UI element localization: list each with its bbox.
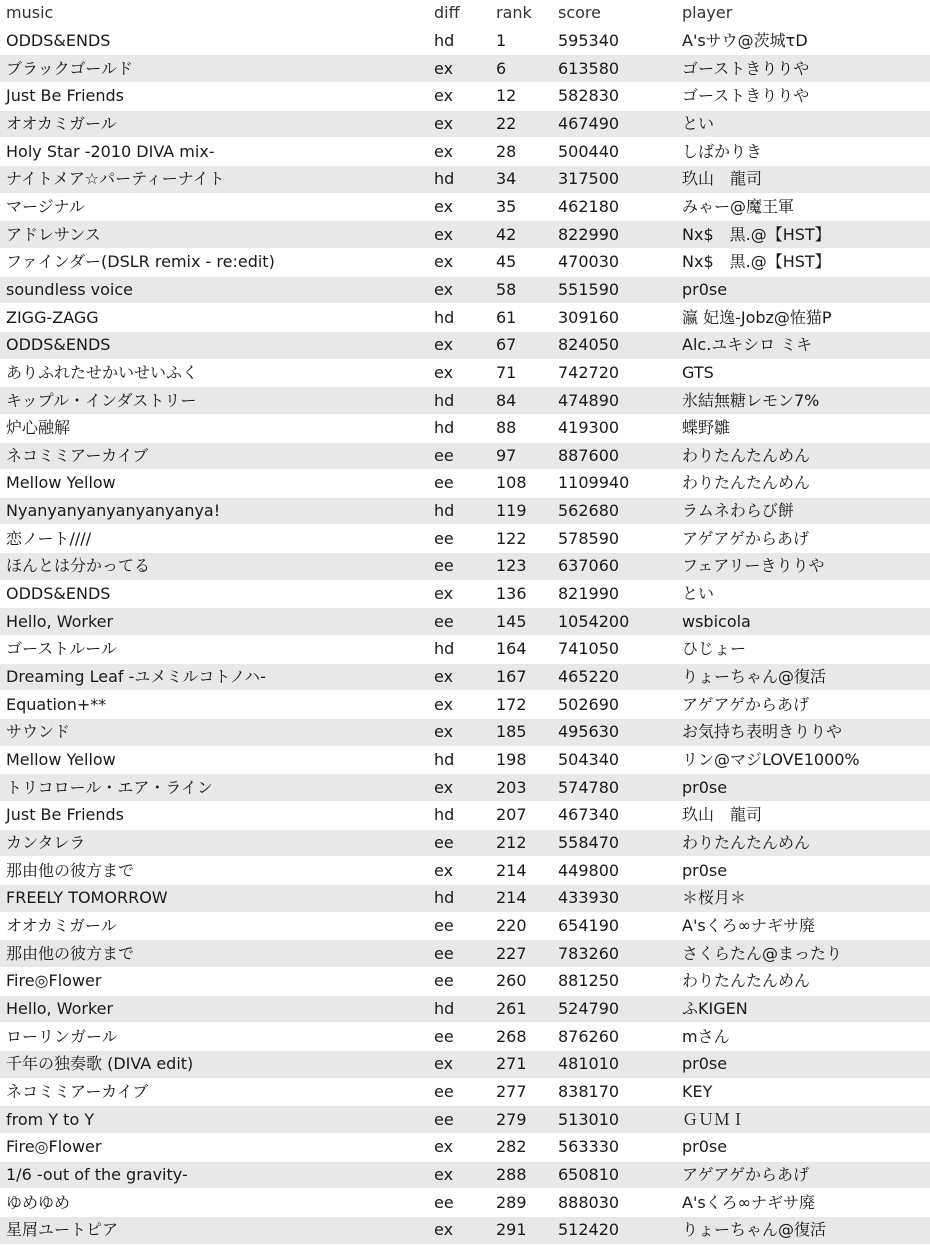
cell-music: Holy Star -2010 DIVA mix- xyxy=(0,138,428,166)
cell-music: FREELY TOMORROW xyxy=(0,885,428,913)
cell-player: しばかりき xyxy=(676,138,930,166)
cell-player: 玖山 龍司 xyxy=(676,802,930,830)
cell-diff: ee xyxy=(428,525,490,553)
table-row xyxy=(0,1078,930,1106)
cell-player: ふKIGEN xyxy=(676,995,930,1023)
header-rank: rank xyxy=(490,0,552,27)
cell-score: 838170 xyxy=(552,1078,676,1106)
cell-diff: ee xyxy=(428,553,490,581)
cell-music: オオカミガール xyxy=(0,110,428,138)
cell-player: 玖山 龍司 xyxy=(676,165,930,193)
cell-score: 462180 xyxy=(552,193,676,221)
table-row xyxy=(0,442,930,470)
table-row xyxy=(0,110,930,138)
table-row xyxy=(0,138,930,166)
cell-rank: 123 xyxy=(490,553,552,581)
cell-rank: 288 xyxy=(490,1161,552,1189)
cell-score: 574780 xyxy=(552,774,676,802)
table-row xyxy=(0,857,930,885)
cell-diff: ee xyxy=(428,1189,490,1217)
cell-rank: 220 xyxy=(490,912,552,940)
cell-score: 495630 xyxy=(552,719,676,747)
cell-music: ローリンガール xyxy=(0,1023,428,1051)
cell-score: 467340 xyxy=(552,802,676,830)
cell-player: A'sくろ∞ナギサ廃 xyxy=(676,1189,930,1217)
cell-player: Nx$ 黒.@【HST】 xyxy=(676,248,930,276)
cell-score: 512420 xyxy=(552,1216,676,1244)
cell-score: 433930 xyxy=(552,885,676,913)
cell-player: pr0se xyxy=(676,857,930,885)
cell-rank: 88 xyxy=(490,414,552,442)
cell-rank: 119 xyxy=(490,497,552,525)
cell-player: とい xyxy=(676,110,930,138)
table-row xyxy=(0,940,930,968)
cell-diff: ex xyxy=(428,1161,490,1189)
table-row xyxy=(0,1189,930,1217)
cell-score: 474890 xyxy=(552,387,676,415)
cell-music: ゴーストルール xyxy=(0,636,428,664)
cell-diff: ee xyxy=(428,1106,490,1134)
table-row xyxy=(0,525,930,553)
cell-diff: ex xyxy=(428,193,490,221)
cell-diff: ex xyxy=(428,138,490,166)
cell-player: アゲアゲからあげ xyxy=(676,1161,930,1189)
cell-rank: 260 xyxy=(490,967,552,995)
cell-diff: ee xyxy=(428,1023,490,1051)
cell-music: Equation+** xyxy=(0,691,428,719)
cell-score: 558470 xyxy=(552,829,676,857)
cell-score: 551590 xyxy=(552,276,676,304)
cell-diff: ex xyxy=(428,331,490,359)
cell-rank: 271 xyxy=(490,1050,552,1078)
cell-music: soundless voice xyxy=(0,276,428,304)
table-row xyxy=(0,470,930,498)
table-row xyxy=(0,221,930,249)
cell-music: Just Be Friends xyxy=(0,82,428,110)
cell-music: 那由他の彼方まで xyxy=(0,940,428,968)
cell-rank: 34 xyxy=(490,165,552,193)
cell-music: ファインダー(DSLR remix - re:edit) xyxy=(0,248,428,276)
cell-score: 504340 xyxy=(552,746,676,774)
cell-player: りょーちゃん@復活 xyxy=(676,663,930,691)
cell-music: Hello, Worker xyxy=(0,608,428,636)
cell-diff: hd xyxy=(428,995,490,1023)
cell-music: ODDS&ENDS xyxy=(0,27,428,55)
table-row xyxy=(0,248,930,276)
cell-rank: 282 xyxy=(490,1133,552,1161)
cell-rank: 1 xyxy=(490,27,552,55)
cell-diff: ex xyxy=(428,857,490,885)
cell-diff: hd xyxy=(428,885,490,913)
table-row xyxy=(0,636,930,664)
cell-player: みゃー@魔王軍 xyxy=(676,193,930,221)
table-row xyxy=(0,304,930,332)
table-row xyxy=(0,1023,930,1051)
cell-rank: 71 xyxy=(490,359,552,387)
cell-rank: 122 xyxy=(490,525,552,553)
cell-player: とい xyxy=(676,580,930,608)
cell-music: サウンド xyxy=(0,719,428,747)
cell-diff: ee xyxy=(428,1078,490,1106)
cell-music: from Y to Y xyxy=(0,1106,428,1134)
table-row xyxy=(0,1050,930,1078)
cell-music: マージナル xyxy=(0,193,428,221)
cell-player: pr0se xyxy=(676,1050,930,1078)
table-row xyxy=(0,691,930,719)
cell-score: 881250 xyxy=(552,967,676,995)
table-row xyxy=(0,276,930,304)
table-row xyxy=(0,746,930,774)
cell-rank: 108 xyxy=(490,470,552,498)
cell-player: わりたんたんめん xyxy=(676,442,930,470)
cell-player: ゴーストきりりや xyxy=(676,55,930,83)
table-row xyxy=(0,912,930,940)
cell-score: 637060 xyxy=(552,553,676,581)
cell-music: オオカミガール xyxy=(0,912,428,940)
header-score: score xyxy=(552,0,676,27)
cell-rank: 136 xyxy=(490,580,552,608)
cell-player: Nx$ 黒.@【HST】 xyxy=(676,221,930,249)
cell-player: ひじょー xyxy=(676,636,930,664)
table-row xyxy=(0,497,930,525)
table-row xyxy=(0,1106,930,1134)
cell-score: 578590 xyxy=(552,525,676,553)
cell-rank: 214 xyxy=(490,885,552,913)
cell-diff: ex xyxy=(428,248,490,276)
cell-player: mさん xyxy=(676,1023,930,1051)
cell-player: わりたんたんめん xyxy=(676,967,930,995)
table-row xyxy=(0,193,930,221)
header-row xyxy=(0,0,930,27)
table-row xyxy=(0,82,930,110)
cell-rank: 6 xyxy=(490,55,552,83)
table-row xyxy=(0,995,930,1023)
table-row xyxy=(0,885,930,913)
cell-diff: ex xyxy=(428,1216,490,1244)
cell-player: さくらたん@まったり xyxy=(676,940,930,968)
cell-music: 星屑ユートピア xyxy=(0,1216,428,1244)
table-row xyxy=(0,1161,930,1189)
cell-music: カンタレラ xyxy=(0,829,428,857)
table-row xyxy=(0,165,930,193)
cell-rank: 67 xyxy=(490,331,552,359)
table-row xyxy=(0,27,930,55)
cell-diff: hd xyxy=(428,387,490,415)
cell-music: ほんとは分かってる xyxy=(0,553,428,581)
cell-music: ネコミミアーカイブ xyxy=(0,1078,428,1106)
cell-score: 502690 xyxy=(552,691,676,719)
cell-diff: ex xyxy=(428,82,490,110)
cell-diff: ex xyxy=(428,1050,490,1078)
cell-player: ラムネわらび餅 xyxy=(676,497,930,525)
table-row xyxy=(0,774,930,802)
table-row xyxy=(0,663,930,691)
cell-rank: 172 xyxy=(490,691,552,719)
cell-player: KEY xyxy=(676,1078,930,1106)
cell-music: ありふれたせかいせいふく xyxy=(0,359,428,387)
cell-music: Fire◎Flower xyxy=(0,1133,428,1161)
cell-rank: 12 xyxy=(490,82,552,110)
cell-player: わりたんたんめん xyxy=(676,829,930,857)
cell-diff: ex xyxy=(428,691,490,719)
cell-player: Alc.ユキシロ ミキ xyxy=(676,331,930,359)
cell-music: 那由他の彼方まで xyxy=(0,857,428,885)
cell-rank: 164 xyxy=(490,636,552,664)
cell-rank: 167 xyxy=(490,663,552,691)
cell-music: Fire◎Flower xyxy=(0,967,428,995)
cell-score: 563330 xyxy=(552,1133,676,1161)
cell-diff: hd xyxy=(428,802,490,830)
table-row xyxy=(0,719,930,747)
table-row xyxy=(0,802,930,830)
cell-rank: 291 xyxy=(490,1216,552,1244)
cell-rank: 35 xyxy=(490,193,552,221)
cell-diff: ee xyxy=(428,442,490,470)
cell-rank: 61 xyxy=(490,304,552,332)
cell-player: アゲアゲからあげ xyxy=(676,691,930,719)
cell-music: 千年の独奏歌 (DIVA edit) xyxy=(0,1050,428,1078)
cell-diff: ee xyxy=(428,470,490,498)
cell-player: ＧＵＭＩ xyxy=(676,1106,930,1134)
cell-diff: hd xyxy=(428,497,490,525)
cell-music: 恋ノート//// xyxy=(0,525,428,553)
cell-player: pr0se xyxy=(676,276,930,304)
cell-player: A'sサウ@茨城τD xyxy=(676,27,930,55)
cell-music: Just Be Friends xyxy=(0,802,428,830)
table-row xyxy=(0,1216,930,1244)
cell-player: フェアリーきりりや xyxy=(676,553,930,581)
table-body xyxy=(0,27,930,1244)
cell-diff: ex xyxy=(428,55,490,83)
cell-player: 氷結無糖レモン7% xyxy=(676,387,930,415)
cell-player: GTS xyxy=(676,359,930,387)
cell-player: りょーちゃん@復活 xyxy=(676,1216,930,1244)
table-row xyxy=(0,553,930,581)
cell-rank: 214 xyxy=(490,857,552,885)
cell-rank: 84 xyxy=(490,387,552,415)
cell-music: 1/6 -out of the gravity- xyxy=(0,1161,428,1189)
cell-diff: ee xyxy=(428,608,490,636)
cell-score: 654190 xyxy=(552,912,676,940)
cell-music: Dreaming Leaf -ユメミルコトノハ- xyxy=(0,663,428,691)
cell-score: 1054200 xyxy=(552,608,676,636)
cell-score: 449800 xyxy=(552,857,676,885)
cell-rank: 145 xyxy=(490,608,552,636)
cell-music: トリコロール・エア・ライン xyxy=(0,774,428,802)
cell-player: お気持ち表明きりりや xyxy=(676,719,930,747)
cell-score: 650810 xyxy=(552,1161,676,1189)
cell-player: わりたんたんめん xyxy=(676,470,930,498)
cell-score: 309160 xyxy=(552,304,676,332)
table-row xyxy=(0,967,930,995)
cell-score: 876260 xyxy=(552,1023,676,1051)
cell-music: ナイトメア☆パーティーナイト xyxy=(0,165,428,193)
cell-rank: 185 xyxy=(490,719,552,747)
cell-rank: 207 xyxy=(490,802,552,830)
cell-music: Mellow Yellow xyxy=(0,746,428,774)
cell-score: 613580 xyxy=(552,55,676,83)
cell-score: 317500 xyxy=(552,165,676,193)
cell-diff: hd xyxy=(428,414,490,442)
cell-score: 562680 xyxy=(552,497,676,525)
cell-rank: 279 xyxy=(490,1106,552,1134)
header-diff: diff xyxy=(428,0,490,27)
cell-diff: hd xyxy=(428,165,490,193)
cell-music: ODDS&ENDS xyxy=(0,331,428,359)
cell-music: ゆめゆめ xyxy=(0,1189,428,1217)
cell-diff: ex xyxy=(428,663,490,691)
cell-score: 524790 xyxy=(552,995,676,1023)
cell-score: 888030 xyxy=(552,1189,676,1217)
cell-rank: 261 xyxy=(490,995,552,1023)
cell-player: ゴーストきりりや xyxy=(676,82,930,110)
cell-score: 467490 xyxy=(552,110,676,138)
cell-rank: 45 xyxy=(490,248,552,276)
cell-score: 821990 xyxy=(552,580,676,608)
cell-score: 887600 xyxy=(552,442,676,470)
cell-diff: hd xyxy=(428,636,490,664)
cell-diff: hd xyxy=(428,304,490,332)
table-row xyxy=(0,414,930,442)
cell-player: wsbicola xyxy=(676,608,930,636)
cell-player: リン@マジLOVE1000% xyxy=(676,746,930,774)
cell-player: pr0se xyxy=(676,774,930,802)
cell-score: 465220 xyxy=(552,663,676,691)
cell-score: 582830 xyxy=(552,82,676,110)
cell-score: 595340 xyxy=(552,27,676,55)
table-row xyxy=(0,829,930,857)
cell-diff: hd xyxy=(428,746,490,774)
cell-diff: ex xyxy=(428,359,490,387)
cell-diff: ex xyxy=(428,1133,490,1161)
cell-diff: hd xyxy=(428,27,490,55)
cell-music: 炉心融解 xyxy=(0,414,428,442)
table-row xyxy=(0,387,930,415)
cell-diff: ee xyxy=(428,829,490,857)
cell-score: 824050 xyxy=(552,331,676,359)
cell-diff: ee xyxy=(428,940,490,968)
cell-rank: 28 xyxy=(490,138,552,166)
cell-rank: 277 xyxy=(490,1078,552,1106)
cell-player: pr0se xyxy=(676,1133,930,1161)
table-row xyxy=(0,580,930,608)
cell-rank: 268 xyxy=(490,1023,552,1051)
cell-rank: 289 xyxy=(490,1189,552,1217)
header-player: player xyxy=(676,0,930,27)
cell-score: 741050 xyxy=(552,636,676,664)
cell-rank: 198 xyxy=(490,746,552,774)
cell-music: Mellow Yellow xyxy=(0,470,428,498)
cell-music: Nyanyanyanyanyanyanya! xyxy=(0,497,428,525)
cell-score: 822990 xyxy=(552,221,676,249)
cell-music: アドレサンス xyxy=(0,221,428,249)
cell-score: 470030 xyxy=(552,248,676,276)
table-row xyxy=(0,331,930,359)
cell-diff: ex xyxy=(428,221,490,249)
cell-diff: ee xyxy=(428,967,490,995)
cell-music: ブラックゴールド xyxy=(0,55,428,83)
cell-score: 783260 xyxy=(552,940,676,968)
table-row xyxy=(0,1133,930,1161)
cell-rank: 42 xyxy=(490,221,552,249)
cell-score: 500440 xyxy=(552,138,676,166)
cell-rank: 203 xyxy=(490,774,552,802)
cell-rank: 227 xyxy=(490,940,552,968)
cell-music: ZIGG-ZAGG xyxy=(0,304,428,332)
cell-music: キップル・インダストリー xyxy=(0,387,428,415)
table-row xyxy=(0,55,930,83)
cell-rank: 22 xyxy=(490,110,552,138)
cell-score: 481010 xyxy=(552,1050,676,1078)
cell-music: Hello, Worker xyxy=(0,995,428,1023)
cell-diff: ee xyxy=(428,912,490,940)
cell-music: ODDS&ENDS xyxy=(0,580,428,608)
table-row xyxy=(0,359,930,387)
cell-score: 742720 xyxy=(552,359,676,387)
cell-player: 蝶野雛 xyxy=(676,414,930,442)
cell-player: 瀛 妃逸-Jobz@恠猫P xyxy=(676,304,930,332)
cell-player: A'sくろ∞ナギサ廃 xyxy=(676,912,930,940)
cell-diff: ex xyxy=(428,774,490,802)
cell-diff: ex xyxy=(428,110,490,138)
cell-rank: 58 xyxy=(490,276,552,304)
cell-rank: 212 xyxy=(490,829,552,857)
cell-diff: ex xyxy=(428,580,490,608)
cell-player: ＊桜月＊ xyxy=(676,885,930,913)
cell-rank: 97 xyxy=(490,442,552,470)
cell-score: 1109940 xyxy=(552,470,676,498)
table-row xyxy=(0,608,930,636)
cell-music: ネコミミアーカイブ xyxy=(0,442,428,470)
cell-player: アゲアゲからあげ xyxy=(676,525,930,553)
cell-diff: ex xyxy=(428,719,490,747)
header-music: music xyxy=(0,0,428,27)
cell-score: 419300 xyxy=(552,414,676,442)
cell-diff: ex xyxy=(428,276,490,304)
cell-score: 513010 xyxy=(552,1106,676,1134)
